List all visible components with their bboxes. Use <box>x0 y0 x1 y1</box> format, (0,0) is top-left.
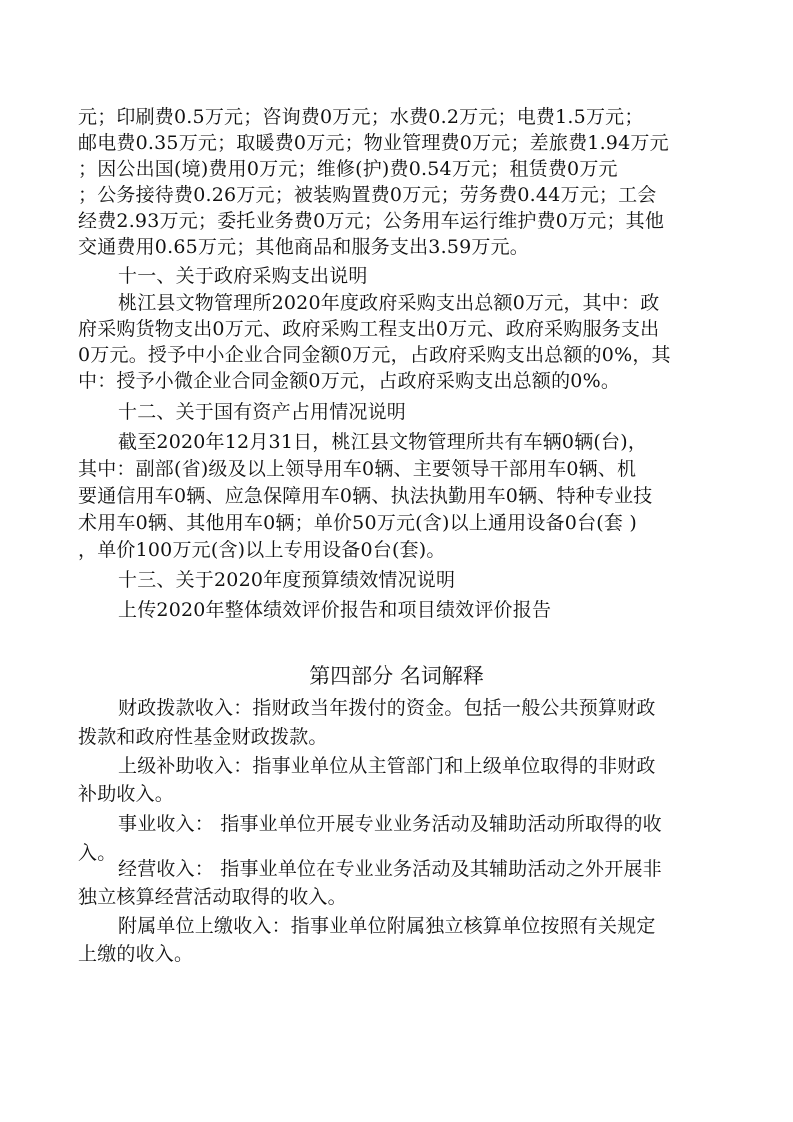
term-definition-line: 事业收入： 指事业单位开展专业业务活动及辅助活动所取得的收 <box>118 813 662 835</box>
paragraph-line: 交通费用0.65万元；其他商品和服务支出3.59万元。 <box>78 236 530 258</box>
term-definition-line: 经营收入： 指事业单位在专业业务活动及其辅助活动之外开展非 <box>118 858 662 880</box>
paragraph-line: 其中：副部(省)级及以上领导用车0辆、主要领导干部用车0辆、机 <box>78 458 637 480</box>
term-definition-line: 入。 <box>78 842 117 864</box>
paragraph-line: 邮电费0.35万元；取暖费0万元；物业管理费0万元；差旅费1.94万元 <box>78 132 669 154</box>
section-heading-assets: 十二、关于国有资产占用情况说明 <box>118 401 407 423</box>
paragraph-line: 上传2020年整体绩效评价报告和项目绩效评价报告 <box>118 599 552 621</box>
term-definition-line: 上缴的收入。 <box>78 943 194 965</box>
part-four-title: 第四部分 名词解释 <box>309 664 484 688</box>
paragraph-line: 术用车0辆、其他用车0辆；单价50万元(含)以上通用设备0台(套 ) <box>78 512 637 534</box>
section-heading-performance: 十三、关于2020年度预算绩效情况说明 <box>118 569 456 591</box>
section-heading-procurement: 十一、关于政府采购支出说明 <box>118 265 368 287</box>
term-definition-line: 补助收入。 <box>78 783 175 805</box>
paragraph-line: 府采购货物支出0万元、政府采购工程支出0万元、政府采购服务支出 <box>78 318 660 340</box>
term-definition-line: 拨款和政府性基金财政拨款。 <box>78 726 328 748</box>
paragraph-line: 元；印刷费0.5万元；咨询费0万元；水费0.2万元；电费1.5万元； <box>78 106 644 128</box>
paragraph-line: 截至2020年12月31日，桃江县文物管理所共有车辆0辆(台)， <box>118 431 648 453</box>
paragraph-line: 桃江县文物管理所2020年度政府采购支出总额0万元，其中：政 <box>118 292 660 314</box>
paragraph-line: ；因公出国(境)费用0万元；维修(护)费0.54万元；租赁费0万元 <box>78 158 618 180</box>
paragraph-line: 经费2.93万元；委托业务费0万元；公务用车运行维护费0万元；其他 <box>78 210 665 232</box>
term-definition-line: 附属单位上缴收入：指事业单位附属独立核算单位按照有关规定 <box>118 915 656 937</box>
paragraph-line: 中：授予小微企业合同金额0万元，占政府采购支出总额的0%。 <box>78 370 621 392</box>
paragraph-line: 要通信用车0辆、应急保障用车0辆、执法执勤用车0辆、特种专业技 <box>78 485 653 507</box>
term-definition-line: 财政拨款收入：指财政当年拨付的资金。包括一般公共预算财政 <box>118 697 656 719</box>
paragraph-line: ，单价100万元(含)以上专用设备0台(套)。 <box>78 539 446 561</box>
term-definition-line: 独立核算经营活动取得的收入。 <box>78 886 347 908</box>
paragraph-line: ；公务接待费0.26万元；被装购置费0万元；劳务费0.44万元；工会 <box>78 184 657 206</box>
paragraph-line: 0万元。授予中小企业合同金额0万元，占政府采购支出总额的0%，其 <box>78 344 671 366</box>
term-definition-line: 上级补助收入：指事业单位从主管部门和上级单位取得的非财政 <box>118 755 656 777</box>
